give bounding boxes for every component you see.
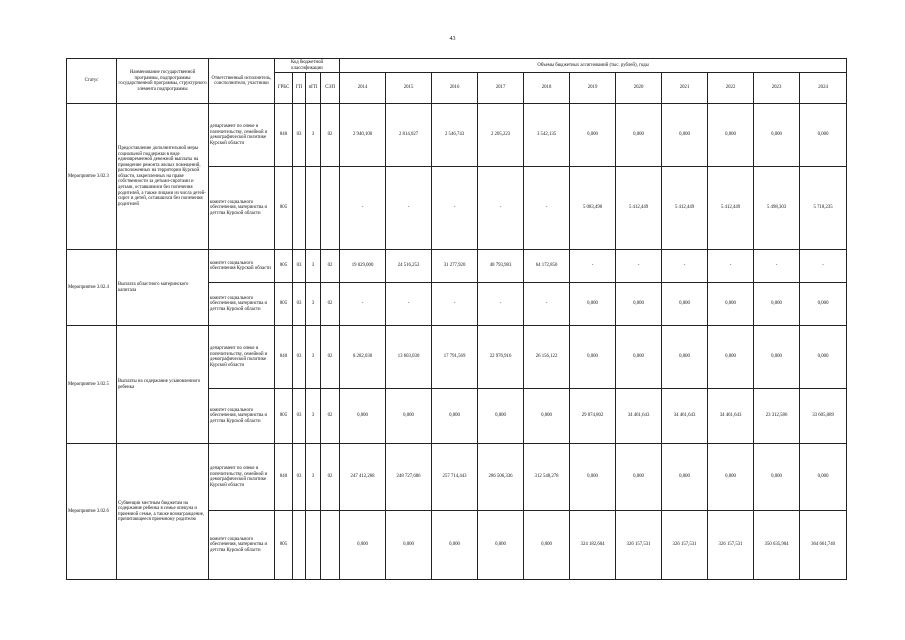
cell-value: - <box>386 167 432 250</box>
cell-grbs: 805 <box>275 167 293 250</box>
cell-value: 0,000 <box>478 511 524 580</box>
row-responsible: департамент по опеке и попечительству, семейной и демографической политике Курской области <box>209 326 275 389</box>
cell-value: 31 277,920 <box>432 250 478 283</box>
cell-value: 5 498,303 <box>754 167 800 250</box>
cell-value: 2 814,027 <box>386 104 432 167</box>
cell-som: 02 <box>321 283 340 326</box>
cell-value: 286 506,336 <box>478 444 524 511</box>
row-responsible: комитет социального обеспечения, материнства и детства Курской области <box>209 283 275 326</box>
cell-value: 5 718,235 <box>800 167 847 250</box>
cell-value: - <box>524 283 570 326</box>
header-year: 2016 <box>432 73 478 104</box>
header-year: 2020 <box>616 73 662 104</box>
cell-value: 0,000 <box>662 326 708 389</box>
cell-som <box>321 167 340 250</box>
budget-table <box>66 58 847 580</box>
cell-value: - <box>800 250 847 283</box>
cell-value: - <box>662 250 708 283</box>
cell-grbs: 805 <box>275 283 293 326</box>
cell-value: 0,000 <box>570 326 616 389</box>
cell-pgp: 3 <box>306 389 321 444</box>
cell-value: 0,000 <box>754 444 800 511</box>
cell-value: 0,000 <box>616 283 662 326</box>
page-number: 43 <box>449 36 456 42</box>
cell-value: - <box>340 167 386 250</box>
cell-value: - <box>708 250 754 283</box>
cell-value: 0,000 <box>662 104 708 167</box>
cell-value: - <box>524 167 570 250</box>
cell-value: - <box>616 250 662 283</box>
cell-pgp <box>306 167 321 250</box>
cell-value: 8 282,030 <box>340 326 386 389</box>
cell-value: 326 157,531 <box>616 511 662 580</box>
cell-grbs: 840 <box>275 326 293 389</box>
cell-value: 34 461,643 <box>708 389 754 444</box>
cell-value: 326 157,531 <box>662 511 708 580</box>
row-name: Предоставление дополнительной меры социальной поддержки в виде единовременной денежной выплаты на проведение ремонта жилых помещений, расположенных на территории Курской области, закрепленных на праве собственности за детьми-сиротами и детьми, оставшимися без попечения родителей, а также лицами из числа детей-сирот и детей, оставшихся без попечения родителей <box>117 104 209 250</box>
header-year: 2014 <box>340 73 386 104</box>
header-year: 2017 <box>478 73 524 104</box>
header-gp: ГП <box>293 73 306 104</box>
cell-value: 0,000 <box>570 104 616 167</box>
cell-value: 364 661,740 <box>800 511 847 580</box>
row-responsible: комитет социального обеспечения, материнства и детства Курской области <box>209 389 275 444</box>
cell-value: 0,000 <box>800 444 847 511</box>
cell-som <box>321 511 340 580</box>
cell-pgp <box>306 511 321 580</box>
cell-pgp: 3 <box>306 444 321 511</box>
header-year: 2023 <box>754 73 800 104</box>
cell-value: 0,000 <box>800 283 847 326</box>
header-volumes: Объемы бюджетных ассигнований (тыс. рублей), годы <box>340 59 847 73</box>
row-status: Мероприятие 3.02.4 <box>67 250 117 326</box>
cell-value: 34 461,643 <box>616 389 662 444</box>
cell-gp: 03 <box>293 283 306 326</box>
cell-value: 5 083,490 <box>570 167 616 250</box>
row-name: Выплата областного материнского капитала <box>117 250 209 326</box>
cell-value: 0,000 <box>616 444 662 511</box>
header-pgp: пГП <box>306 73 321 104</box>
cell-value: 5 412,449 <box>616 167 662 250</box>
row-status: Мероприятие 3.02.3 <box>67 104 117 250</box>
cell-value: 19 029,000 <box>340 250 386 283</box>
cell-value: 0,000 <box>754 283 800 326</box>
table-row <box>67 104 847 167</box>
cell-gp: 03 <box>293 444 306 511</box>
cell-value: 13 603,030 <box>386 326 432 389</box>
cell-value: 312 548,278 <box>524 444 570 511</box>
cell-value: 0,000 <box>616 326 662 389</box>
header-responsible: Ответственный исполнитель, соисполнители, участники <box>209 59 275 104</box>
cell-value: 0,000 <box>800 326 847 389</box>
cell-value: 26 156,122 <box>524 326 570 389</box>
cell-value: 0,000 <box>524 511 570 580</box>
cell-value: 0,000 <box>708 283 754 326</box>
cell-value: 0,000 <box>340 389 386 444</box>
cell-value: 24 516,252 <box>386 250 432 283</box>
cell-value: 64 172,850 <box>524 250 570 283</box>
cell-gp: 03 <box>293 250 306 283</box>
row-name: Субвенции местным бюджетам на содержание ребенка в семье опекуна и приемной семье, а также вознаграждение, причитающееся приемному родителю <box>117 444 209 580</box>
row-name: Выплаты на содержание усыновленного ребенка <box>117 326 209 444</box>
cell-value: - <box>386 283 432 326</box>
cell-value: 0,000 <box>754 326 800 389</box>
table-row <box>67 326 847 389</box>
header-year: 2022 <box>708 73 754 104</box>
cell-som: 02 <box>321 250 340 283</box>
cell-value: 3 542,135 <box>524 104 570 167</box>
cell-gp: 03 <box>293 389 306 444</box>
cell-value: - <box>432 167 478 250</box>
cell-value: 0,000 <box>524 389 570 444</box>
cell-value: 2 546,743 <box>432 104 478 167</box>
cell-value: 33 605,089 <box>800 389 847 444</box>
cell-value: - <box>478 283 524 326</box>
header-year: 2018 <box>524 73 570 104</box>
cell-value: 257 714,443 <box>432 444 478 511</box>
cell-value: 29 874,802 <box>570 389 616 444</box>
cell-value: 0,000 <box>754 104 800 167</box>
cell-value: 0,000 <box>432 511 478 580</box>
cell-gp <box>293 167 306 250</box>
cell-value: - <box>478 167 524 250</box>
cell-value: 0,000 <box>708 104 754 167</box>
cell-som: 02 <box>321 326 340 389</box>
cell-grbs: 840 <box>275 444 293 511</box>
header-name: Наименование государственной программы, подпрограммы государственной программы, структурного элемента подпрограммы <box>117 59 209 104</box>
cell-value: - <box>340 283 386 326</box>
header-budget-code: Код бюджетной классификации <box>275 59 340 73</box>
row-responsible: комитет социального обеспечения Курской области <box>209 250 275 283</box>
cell-value: 0,000 <box>800 104 847 167</box>
cell-gp <box>293 511 306 580</box>
cell-grbs: 805 <box>275 250 293 283</box>
cell-value: 0,000 <box>386 511 432 580</box>
cell-value: 2 205,223 <box>478 104 524 167</box>
row-status: Мероприятие 3.02.5 <box>67 326 117 444</box>
cell-grbs: 805 <box>275 389 293 444</box>
cell-value: 0,000 <box>662 283 708 326</box>
cell-value: 5 412,449 <box>662 167 708 250</box>
header-year: 2015 <box>386 73 432 104</box>
cell-value: 0,000 <box>708 444 754 511</box>
table-row <box>67 250 847 283</box>
cell-som: 02 <box>321 104 340 167</box>
cell-pgp: 3 <box>306 326 321 389</box>
cell-value: 34 461,643 <box>662 389 708 444</box>
header-status: Статус <box>67 59 117 104</box>
header-year: 2024 <box>800 73 847 104</box>
cell-value: - <box>432 283 478 326</box>
row-responsible: комитет социального обеспечения, материнства и детства Курской области <box>209 167 275 250</box>
row-responsible: департамент по опеке и попечительству, семейной и демографической политике Курской области <box>209 104 275 167</box>
cell-value: 326 157,531 <box>708 511 754 580</box>
cell-value: 0,000 <box>478 389 524 444</box>
row-responsible: департамент по опеке и попечительству, семейной и демографической политике Курской области <box>209 444 275 511</box>
header-grbs: ГРБС <box>275 73 293 104</box>
cell-pgp: 3 <box>306 250 321 283</box>
cell-value: 248 727,686 <box>386 444 432 511</box>
cell-som: 02 <box>321 389 340 444</box>
cell-value: 2 940,100 <box>340 104 386 167</box>
cell-gp: 03 <box>293 326 306 389</box>
cell-som: 02 <box>321 444 340 511</box>
cell-gp: 03 <box>293 104 306 167</box>
cell-pgp: 3 <box>306 283 321 326</box>
table-row <box>67 444 847 511</box>
cell-value: 0,000 <box>386 389 432 444</box>
cell-value: 0,000 <box>340 511 386 580</box>
cell-value: 324 182,604 <box>570 511 616 580</box>
cell-grbs: 805 <box>275 511 293 580</box>
cell-value: 0,000 <box>662 444 708 511</box>
cell-value: 23 312,586 <box>754 389 800 444</box>
cell-value: 17 791,569 <box>432 326 478 389</box>
cell-pgp: 3 <box>306 104 321 167</box>
cell-value: 247 412,268 <box>340 444 386 511</box>
cell-value: 0,000 <box>570 444 616 511</box>
cell-value: 0,000 <box>708 326 754 389</box>
header-som: СЭП <box>321 73 340 104</box>
cell-value: 350 635,904 <box>754 511 800 580</box>
cell-value: 0,000 <box>570 283 616 326</box>
header-year: 2019 <box>570 73 616 104</box>
cell-value: - <box>754 250 800 283</box>
row-status: Мероприятие 3.02.6 <box>67 444 117 580</box>
cell-value: - <box>570 250 616 283</box>
row-responsible: комитет социального обеспечения, материнства и детства Курской области <box>209 511 275 580</box>
header-year: 2021 <box>662 73 708 104</box>
cell-value: 48 793,983 <box>478 250 524 283</box>
cell-value: 22 976,916 <box>478 326 524 389</box>
cell-grbs: 840 <box>275 104 293 167</box>
cell-value: 0,000 <box>616 104 662 167</box>
cell-value: 0,000 <box>432 389 478 444</box>
cell-value: 5 412,449 <box>708 167 754 250</box>
